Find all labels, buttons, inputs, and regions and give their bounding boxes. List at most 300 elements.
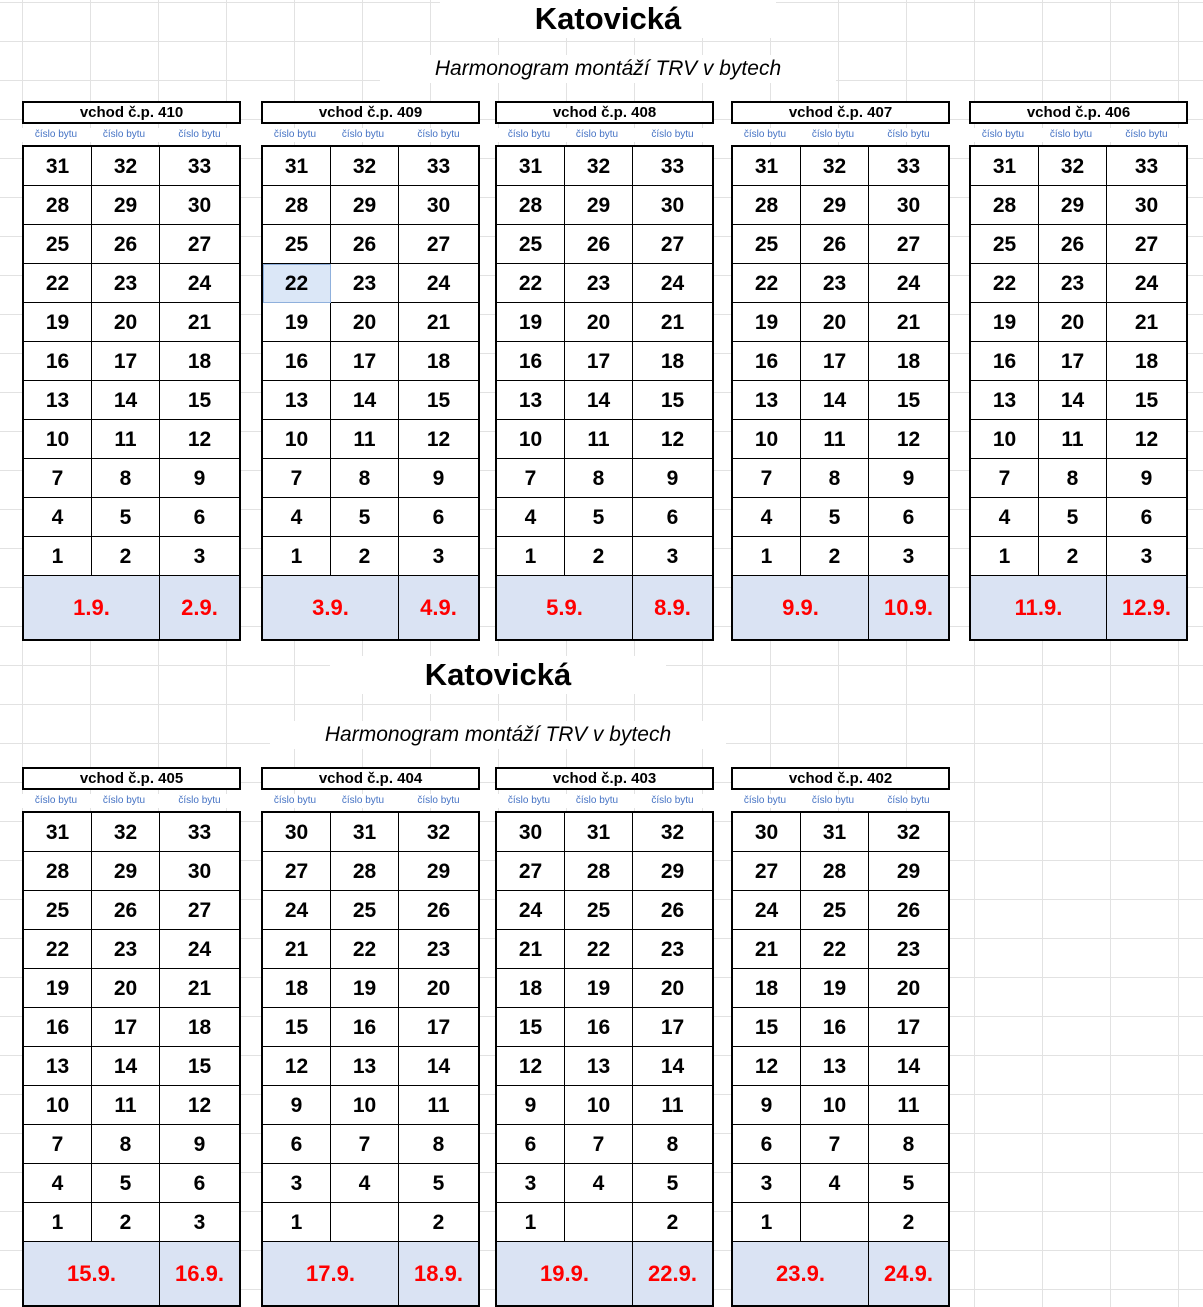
apartment-cell[interactable]: 18	[869, 342, 948, 381]
apartment-cell[interactable]: 3	[733, 1164, 801, 1203]
apartment-cell[interactable]	[565, 1203, 633, 1242]
apartment-cell[interactable]: 31	[497, 147, 565, 186]
apartment-cell[interactable]: 21	[263, 930, 331, 969]
apartment-cell[interactable]: 31	[801, 813, 869, 852]
apartment-cell[interactable]: 20	[399, 969, 478, 1008]
apartment-cell[interactable]: 9	[263, 1086, 331, 1125]
apartment-cell[interactable]: 7	[733, 459, 801, 498]
install-date-cell[interactable]: 1.9.	[24, 576, 160, 639]
apartment-cell[interactable]: 6	[1107, 498, 1186, 537]
apartment-cell[interactable]: 20	[1039, 303, 1107, 342]
apartment-cell[interactable]: 32	[92, 147, 160, 186]
apartment-cell[interactable]: 30	[733, 813, 801, 852]
apartment-cell[interactable]: 26	[1039, 225, 1107, 264]
apartment-cell[interactable]: 31	[263, 147, 331, 186]
entrance-header[interactable]: vchod č.p. 409	[261, 101, 480, 124]
entrance-header[interactable]: vchod č.p. 404	[261, 767, 480, 790]
apartment-cell[interactable]: 12	[1107, 420, 1186, 459]
apartment-cell[interactable]: 20	[92, 969, 160, 1008]
apartment-cell[interactable]: 33	[633, 147, 712, 186]
apartment-cell[interactable]: 10	[971, 420, 1039, 459]
apartment-cell[interactable]: 8	[633, 1125, 712, 1164]
apartment-cell[interactable]: 25	[565, 891, 633, 930]
apartment-cell[interactable]: 19	[565, 969, 633, 1008]
apartment-cell[interactable]: 21	[160, 969, 239, 1008]
apartment-cell[interactable]: 7	[565, 1125, 633, 1164]
apartment-cell[interactable]: 16	[331, 1008, 399, 1047]
apartment-cell[interactable]: 10	[24, 1086, 92, 1125]
apartment-cell[interactable]: 18	[263, 969, 331, 1008]
apartment-cell[interactable]: 15	[160, 1047, 239, 1086]
apartment-cell[interactable]: 23	[399, 930, 478, 969]
apartment-cell[interactable]: 3	[869, 537, 948, 576]
apartment-cell[interactable]: 6	[633, 498, 712, 537]
apartment-cell[interactable]: 25	[971, 225, 1039, 264]
apartment-cell[interactable]: 25	[733, 225, 801, 264]
apartment-cell[interactable]: 5	[633, 1164, 712, 1203]
apartment-cell[interactable]: 25	[331, 891, 399, 930]
apartment-cell[interactable]: 30	[160, 186, 239, 225]
apartment-cell[interactable]: 28	[24, 852, 92, 891]
apartment-cell[interactable]: 30	[869, 186, 948, 225]
apartment-cell[interactable]: 11	[869, 1086, 948, 1125]
apartment-cell[interactable]: 26	[869, 891, 948, 930]
apartment-cell[interactable]: 32	[399, 813, 478, 852]
apartment-cell[interactable]: 5	[1039, 498, 1107, 537]
apartment-cell[interactable]: 10	[497, 420, 565, 459]
apartment-cell[interactable]: 5	[565, 498, 633, 537]
apartment-cell[interactable]: 7	[801, 1125, 869, 1164]
apartment-cell[interactable]: 13	[497, 381, 565, 420]
apartment-cell[interactable]: 18	[160, 342, 239, 381]
apartment-cell[interactable]: 10	[263, 420, 331, 459]
apartment-cell[interactable]: 7	[497, 459, 565, 498]
apartment-cell[interactable]: 22	[24, 264, 92, 303]
entrance-header[interactable]: vchod č.p. 410	[22, 101, 241, 124]
apartment-cell[interactable]: 23	[633, 930, 712, 969]
apartment-cell[interactable]: 7	[331, 1125, 399, 1164]
apartment-cell[interactable]: 26	[399, 891, 478, 930]
apartment-cell[interactable]: 27	[633, 225, 712, 264]
apartment-cell[interactable]: 9	[160, 1125, 239, 1164]
apartment-cell[interactable]: 9	[1107, 459, 1186, 498]
apartment-cell[interactable]: 4	[971, 498, 1039, 537]
apartment-cell[interactable]: 3	[497, 1164, 565, 1203]
apartment-cell[interactable]: 19	[801, 969, 869, 1008]
apartment-cell[interactable]: 24	[160, 930, 239, 969]
apartment-cell[interactable]: 17	[801, 342, 869, 381]
apartment-cell[interactable]: 11	[399, 1086, 478, 1125]
apartment-cell[interactable]: 31	[733, 147, 801, 186]
install-date-cell[interactable]: 10.9.	[869, 576, 948, 639]
apartment-cell[interactable]: 8	[399, 1125, 478, 1164]
apartment-cell[interactable]: 1	[497, 537, 565, 576]
apartment-cell[interactable]: 14	[92, 381, 160, 420]
apartment-cell[interactable]: 23	[331, 264, 399, 303]
apartment-cell[interactable]: 15	[633, 381, 712, 420]
apartment-cell[interactable]: 24	[399, 264, 478, 303]
apartment-cell[interactable]: 15	[733, 1008, 801, 1047]
apartment-cell[interactable]: 18	[399, 342, 478, 381]
apartment-cell[interactable]: 9	[497, 1086, 565, 1125]
install-date-cell[interactable]: 17.9.	[263, 1242, 399, 1305]
entrance-header[interactable]: vchod č.p. 403	[495, 767, 714, 790]
install-date-cell[interactable]: 23.9.	[733, 1242, 869, 1305]
apartment-cell[interactable]: 29	[633, 852, 712, 891]
apartment-cell[interactable]: 31	[24, 813, 92, 852]
apartment-cell[interactable]: 13	[971, 381, 1039, 420]
apartment-cell[interactable]: 26	[92, 225, 160, 264]
apartment-cell[interactable]: 1	[24, 537, 92, 576]
apartment-cell[interactable]: 17	[565, 342, 633, 381]
apartment-cell[interactable]: 2	[565, 537, 633, 576]
apartment-cell[interactable]: 5	[869, 1164, 948, 1203]
apartment-cell[interactable]: 11	[331, 420, 399, 459]
apartment-cell[interactable]: 23	[1039, 264, 1107, 303]
apartment-cell[interactable]: 22	[733, 264, 801, 303]
apartment-cell[interactable]: 20	[92, 303, 160, 342]
apartment-cell[interactable]: 1	[971, 537, 1039, 576]
apartment-cell[interactable]: 19	[24, 969, 92, 1008]
apartment-cell[interactable]: 15	[869, 381, 948, 420]
apartment-cell[interactable]: 2	[92, 1203, 160, 1242]
install-date-cell[interactable]: 2.9.	[160, 576, 239, 639]
install-date-cell[interactable]: 22.9.	[633, 1242, 712, 1305]
apartment-cell[interactable]: 9	[633, 459, 712, 498]
apartment-cell[interactable]: 23	[869, 930, 948, 969]
apartment-cell[interactable]: 2	[399, 1203, 478, 1242]
apartment-cell[interactable]: 19	[263, 303, 331, 342]
apartment-cell[interactable]: 14	[801, 381, 869, 420]
apartment-cell[interactable]: 13	[565, 1047, 633, 1086]
apartment-cell[interactable]: 5	[92, 1164, 160, 1203]
apartment-cell[interactable]: 13	[331, 1047, 399, 1086]
apartment-cell[interactable]: 28	[971, 186, 1039, 225]
apartment-cell[interactable]: 26	[92, 891, 160, 930]
apartment-cell[interactable]: 23	[801, 264, 869, 303]
apartment-cell[interactable]: 11	[801, 420, 869, 459]
apartment-cell[interactable]: 27	[1107, 225, 1186, 264]
install-date-cell[interactable]: 4.9.	[399, 576, 478, 639]
apartment-cell[interactable]: 32	[92, 813, 160, 852]
apartment-cell[interactable]: 28	[497, 186, 565, 225]
apartment-cell[interactable]: 1	[24, 1203, 92, 1242]
apartment-cell[interactable]: 26	[331, 225, 399, 264]
apartment-cell[interactable]: 12	[160, 420, 239, 459]
apartment-cell[interactable]: 20	[869, 969, 948, 1008]
apartment-cell[interactable]: 8	[565, 459, 633, 498]
apartment-cell[interactable]: 12	[633, 420, 712, 459]
install-date-cell[interactable]: 12.9.	[1107, 576, 1186, 639]
apartment-cell[interactable]: 33	[160, 147, 239, 186]
apartment-cell[interactable]: 18	[497, 969, 565, 1008]
apartment-cell[interactable]: 29	[869, 852, 948, 891]
apartment-cell[interactable]	[331, 1203, 399, 1242]
apartment-cell[interactable]: 20	[565, 303, 633, 342]
apartment-cell[interactable]: 16	[24, 342, 92, 381]
apartment-cell[interactable]: 12	[399, 420, 478, 459]
apartment-cell[interactable]: 25	[24, 225, 92, 264]
install-date-cell[interactable]: 5.9.	[497, 576, 633, 639]
apartment-cell[interactable]: 28	[263, 186, 331, 225]
apartment-cell[interactable]: 32	[633, 813, 712, 852]
apartment-cell[interactable]: 2	[869, 1203, 948, 1242]
apartment-cell[interactable]: 22	[971, 264, 1039, 303]
apartment-cell[interactable]: 21	[160, 303, 239, 342]
apartment-cell[interactable]: 30	[633, 186, 712, 225]
apartment-cell[interactable]: 30	[1107, 186, 1186, 225]
apartment-cell[interactable]: 22	[801, 930, 869, 969]
apartment-cell[interactable]: 14	[92, 1047, 160, 1086]
apartment-cell[interactable]: 6	[263, 1125, 331, 1164]
apartment-cell[interactable]: 32	[565, 147, 633, 186]
apartment-cell[interactable]: 27	[869, 225, 948, 264]
apartment-cell[interactable]: 9	[399, 459, 478, 498]
apartment-cell[interactable]: 27	[160, 225, 239, 264]
apartment-cell[interactable]: 10	[801, 1086, 869, 1125]
apartment-cell[interactable]: 30	[263, 813, 331, 852]
install-date-cell[interactable]: 3.9.	[263, 576, 399, 639]
apartment-cell[interactable]: 15	[160, 381, 239, 420]
apartment-cell[interactable]: 24	[497, 891, 565, 930]
apartment-cell[interactable]: 6	[869, 498, 948, 537]
apartment-cell[interactable]: 19	[971, 303, 1039, 342]
apartment-cell[interactable]: 33	[869, 147, 948, 186]
apartment-cell[interactable]: 12	[733, 1047, 801, 1086]
apartment-cell[interactable]: 29	[92, 186, 160, 225]
apartment-cell[interactable]: 8	[92, 459, 160, 498]
install-date-cell[interactable]: 11.9.	[971, 576, 1107, 639]
apartment-cell[interactable]: 2	[633, 1203, 712, 1242]
apartment-cell[interactable]: 16	[565, 1008, 633, 1047]
apartment-cell[interactable]: 2	[1039, 537, 1107, 576]
apartment-cell[interactable]: 27	[160, 891, 239, 930]
apartment-cell[interactable]: 24	[263, 891, 331, 930]
apartment-cell[interactable]: 10	[565, 1086, 633, 1125]
apartment-cell[interactable]: 16	[733, 342, 801, 381]
apartment-cell[interactable]: 17	[399, 1008, 478, 1047]
apartment-cell[interactable]: 6	[733, 1125, 801, 1164]
apartment-cell[interactable]: 13	[263, 381, 331, 420]
apartment-cell[interactable]: 12	[160, 1086, 239, 1125]
apartment-cell[interactable]: 5	[399, 1164, 478, 1203]
apartment-cell[interactable]: 14	[399, 1047, 478, 1086]
apartment-cell[interactable]: 25	[801, 891, 869, 930]
apartment-cell[interactable]: 4	[733, 498, 801, 537]
apartment-cell[interactable]: 24	[733, 891, 801, 930]
apartment-cell[interactable]: 3	[160, 1203, 239, 1242]
apartment-cell[interactable]: 8	[801, 459, 869, 498]
apartment-cell[interactable]: 31	[971, 147, 1039, 186]
apartment-cell[interactable]: 19	[733, 303, 801, 342]
apartment-cell[interactable]: 18	[160, 1008, 239, 1047]
apartment-cell[interactable]: 4	[565, 1164, 633, 1203]
install-date-cell[interactable]: 9.9.	[733, 576, 869, 639]
apartment-cell[interactable]: 9	[733, 1086, 801, 1125]
apartment-cell[interactable]: 7	[971, 459, 1039, 498]
apartment-cell[interactable]: 11	[1039, 420, 1107, 459]
apartment-cell[interactable]: 22	[24, 930, 92, 969]
apartment-cell[interactable]: 16	[801, 1008, 869, 1047]
apartment-cell[interactable]: 14	[331, 381, 399, 420]
apartment-cell[interactable]: 10	[24, 420, 92, 459]
apartment-cell[interactable]: 12	[497, 1047, 565, 1086]
apartment-cell[interactable]: 15	[263, 1008, 331, 1047]
apartment-cell[interactable]: 19	[331, 969, 399, 1008]
apartment-cell[interactable]: 10	[733, 420, 801, 459]
apartment-cell[interactable]: 18	[633, 342, 712, 381]
apartment-cell[interactable]: 29	[565, 186, 633, 225]
apartment-cell[interactable]: 8	[331, 459, 399, 498]
apartment-cell[interactable]: 24	[160, 264, 239, 303]
apartment-cell[interactable]: 25	[263, 225, 331, 264]
apartment-cell[interactable]: 14	[633, 1047, 712, 1086]
apartment-cell[interactable]: 16	[24, 1008, 92, 1047]
apartment-cell[interactable]: 26	[565, 225, 633, 264]
apartment-cell[interactable]: 21	[733, 930, 801, 969]
apartment-cell[interactable]: 14	[1039, 381, 1107, 420]
apartment-cell[interactable]: 3	[1107, 537, 1186, 576]
apartment-cell[interactable]: 16	[263, 342, 331, 381]
apartment-cell[interactable]: 4	[263, 498, 331, 537]
apartment-cell[interactable]: 13	[801, 1047, 869, 1086]
apartment-cell[interactable]: 15	[497, 1008, 565, 1047]
apartment-cell[interactable]: 14	[869, 1047, 948, 1086]
apartment-cell[interactable]: 2	[331, 537, 399, 576]
apartment-cell[interactable]: 21	[497, 930, 565, 969]
apartment-cell[interactable]: 21	[633, 303, 712, 342]
apartment-cell[interactable]: 30	[399, 186, 478, 225]
install-date-cell[interactable]: 16.9.	[160, 1242, 239, 1305]
apartment-cell[interactable]: 31	[565, 813, 633, 852]
apartment-cell[interactable]: 31	[24, 147, 92, 186]
apartment-cell[interactable]: 4	[24, 498, 92, 537]
apartment-cell[interactable]: 32	[869, 813, 948, 852]
apartment-cell[interactable]: 21	[399, 303, 478, 342]
apartment-cell[interactable]: 8	[92, 1125, 160, 1164]
apartment-cell[interactable]: 16	[497, 342, 565, 381]
apartment-cell[interactable]: 12	[263, 1047, 331, 1086]
apartment-cell[interactable]: 24	[633, 264, 712, 303]
apartment-cell[interactable]: 4	[331, 1164, 399, 1203]
apartment-cell[interactable]: 12	[869, 420, 948, 459]
apartment-cell[interactable]: 26	[633, 891, 712, 930]
apartment-cell[interactable]: 13	[24, 381, 92, 420]
apartment-cell[interactable]: 17	[1039, 342, 1107, 381]
apartment-cell[interactable]: 24	[869, 264, 948, 303]
apartment-cell[interactable]: 11	[565, 420, 633, 459]
install-date-cell[interactable]: 8.9.	[633, 576, 712, 639]
install-date-cell[interactable]: 24.9.	[869, 1242, 948, 1305]
apartment-cell[interactable]: 7	[24, 459, 92, 498]
apartment-cell[interactable]: 27	[733, 852, 801, 891]
apartment-cell[interactable]: 8	[1039, 459, 1107, 498]
apartment-cell[interactable]: 27	[497, 852, 565, 891]
apartment-cell[interactable]: 1	[263, 537, 331, 576]
entrance-header[interactable]: vchod č.p. 407	[731, 101, 950, 124]
apartment-cell[interactable]: 28	[801, 852, 869, 891]
entrance-header[interactable]: vchod č.p. 402	[731, 767, 950, 790]
apartment-cell[interactable]: 23	[565, 264, 633, 303]
apartment-cell[interactable]: 31	[331, 813, 399, 852]
apartment-cell[interactable]: 18	[1107, 342, 1186, 381]
apartment-cell[interactable]: 17	[331, 342, 399, 381]
apartment-cell[interactable]: 29	[801, 186, 869, 225]
apartment-cell[interactable]: 33	[160, 813, 239, 852]
apartment-cell[interactable]: 2	[801, 537, 869, 576]
apartment-cell[interactable]: 6	[497, 1125, 565, 1164]
install-date-cell[interactable]: 19.9.	[497, 1242, 633, 1305]
apartment-cell[interactable]: 6	[399, 498, 478, 537]
apartment-cell[interactable]: 4	[24, 1164, 92, 1203]
apartment-cell[interactable]: 20	[331, 303, 399, 342]
apartment-cell[interactable]: 3	[160, 537, 239, 576]
apartment-cell[interactable]: 3	[263, 1164, 331, 1203]
apartment-cell[interactable]: 5	[92, 498, 160, 537]
apartment-cell[interactable]: 4	[801, 1164, 869, 1203]
apartment-cell[interactable]: 7	[24, 1125, 92, 1164]
apartment-cell[interactable]: 23	[92, 930, 160, 969]
apartment-cell[interactable]: 1	[733, 537, 801, 576]
apartment-cell[interactable]	[801, 1203, 869, 1242]
apartment-cell[interactable]: 32	[1039, 147, 1107, 186]
apartment-cell[interactable]: 1	[497, 1203, 565, 1242]
apartment-cell[interactable]: 29	[92, 852, 160, 891]
apartment-cell[interactable]: 11	[92, 420, 160, 459]
apartment-cell[interactable]: 22	[331, 930, 399, 969]
apartment-cell[interactable]: 23	[92, 264, 160, 303]
apartment-cell[interactable]: 33	[399, 147, 478, 186]
entrance-header[interactable]: vchod č.p. 408	[495, 101, 714, 124]
apartment-cell[interactable]: 32	[331, 147, 399, 186]
apartment-cell[interactable]: 5	[331, 498, 399, 537]
apartment-cell[interactable]: 16	[971, 342, 1039, 381]
apartment-cell[interactable]: 20	[801, 303, 869, 342]
apartment-cell[interactable]: 14	[565, 381, 633, 420]
apartment-cell[interactable]: 33	[1107, 147, 1186, 186]
apartment-cell[interactable]: 32	[801, 147, 869, 186]
apartment-cell[interactable]: 22	[565, 930, 633, 969]
apartment-cell[interactable]: 26	[801, 225, 869, 264]
apartment-cell[interactable]: 3	[633, 537, 712, 576]
entrance-header[interactable]: vchod č.p. 406	[969, 101, 1188, 124]
apartment-cell[interactable]: 28	[24, 186, 92, 225]
apartment-cell[interactable]: 11	[92, 1086, 160, 1125]
apartment-cell[interactable]: 9	[869, 459, 948, 498]
install-date-cell[interactable]: 18.9.	[399, 1242, 478, 1305]
apartment-cell[interactable]: 13	[24, 1047, 92, 1086]
apartment-cell[interactable]: 8	[869, 1125, 948, 1164]
apartment-cell[interactable]: 6	[160, 1164, 239, 1203]
apartment-cell[interactable]: 29	[331, 186, 399, 225]
apartment-cell[interactable]: 20	[633, 969, 712, 1008]
apartment-cell[interactable]: 11	[633, 1086, 712, 1125]
install-date-cell[interactable]: 15.9.	[24, 1242, 160, 1305]
apartment-cell[interactable]: 17	[92, 342, 160, 381]
apartment-cell[interactable]: 27	[263, 852, 331, 891]
apartment-cell[interactable]: 28	[331, 852, 399, 891]
apartment-cell[interactable]: 17	[92, 1008, 160, 1047]
apartment-cell[interactable]: 21	[1107, 303, 1186, 342]
apartment-cell[interactable]: 15	[399, 381, 478, 420]
apartment-cell[interactable]: 15	[1107, 381, 1186, 420]
apartment-cell[interactable]: 2	[92, 537, 160, 576]
apartment-cell[interactable]: 25	[24, 891, 92, 930]
apartment-cell[interactable]: 13	[733, 381, 801, 420]
apartment-cell[interactable]: 9	[160, 459, 239, 498]
apartment-cell[interactable]: 4	[497, 498, 565, 537]
apartment-cell[interactable]: 22	[497, 264, 565, 303]
